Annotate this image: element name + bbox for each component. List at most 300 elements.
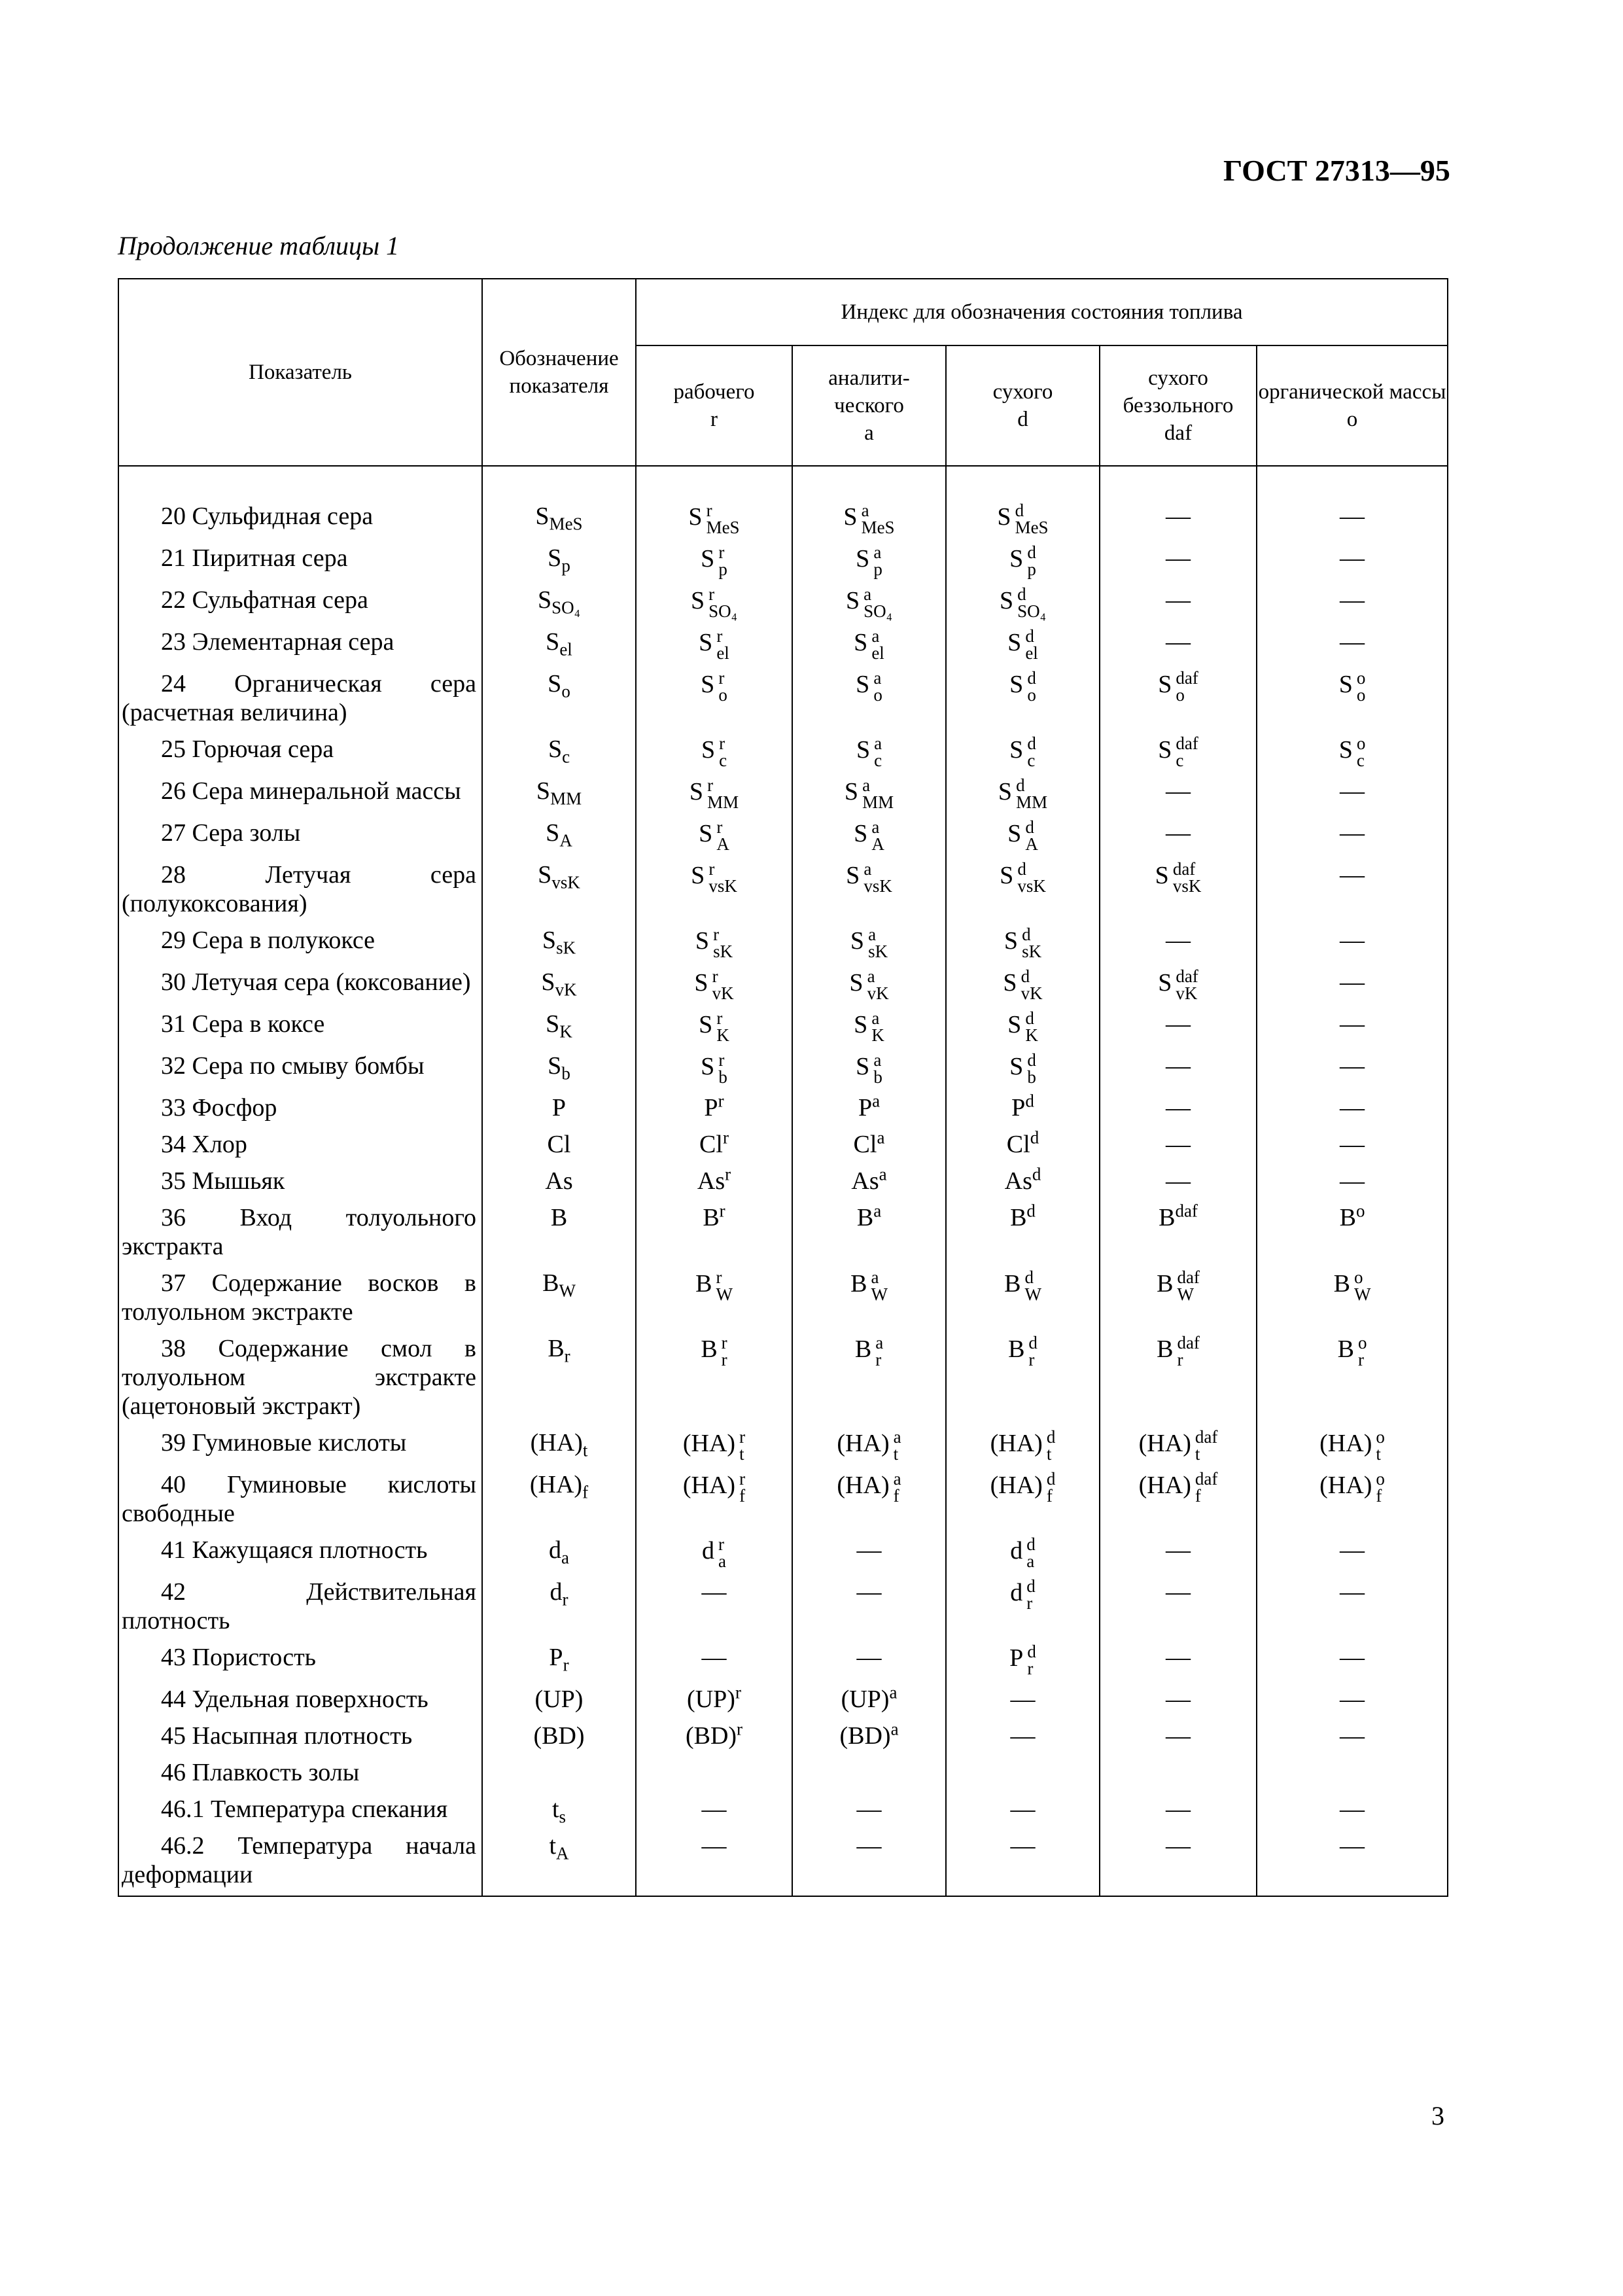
parameter-number: 34 [161,1131,186,1158]
parameter-cell [118,1129,482,1165]
symbol-superscript: d [1027,668,1036,688]
symbol [548,670,570,701]
parameter-name: Содержание смол в толуольном экстракте (ацетоновый экстракт) [122,1335,477,1420]
symbol-subscript: a [561,1547,569,1568]
state-value-cell [1100,733,1257,775]
symbol-subscript: A [559,830,572,851]
symbol-indices [1027,735,1036,769]
symbol-subscript: c [719,751,727,770]
state-value-cell [636,733,792,775]
state-value-cell [636,1720,792,1757]
symbol-cell [482,1165,636,1202]
group-header-fuel-state-index: Индекс для обозначения состояния топлива [636,279,1448,345]
symbol-superscript: r [718,1050,725,1070]
symbol-superscript: d [1026,1201,1036,1221]
state-value-cell [1257,1267,1448,1333]
parameter-number: 39 [161,1429,186,1457]
symbol-base: S [997,503,1011,531]
state-value-cell [1257,1050,1448,1092]
symbol [699,1008,729,1045]
symbol-base: S [542,927,557,954]
symbol-indices [1173,860,1202,894]
symbol-indices [739,1428,745,1462]
symbol [1337,1333,1367,1369]
symbol-indices [716,1010,729,1044]
symbol-subscript: MM [550,788,582,809]
table-row [118,1050,1448,1092]
symbol-cell [482,501,636,542]
symbol-cell [482,1092,636,1129]
symbol-superscript: r [716,1008,723,1028]
symbol-subscript: MM [1016,792,1048,812]
symbol-base: S [689,777,704,805]
symbol [856,668,882,705]
column-header-parameter: Показатель [118,279,482,466]
symbol [690,584,738,621]
symbol-subscript: el [871,643,884,663]
state-value-cell [946,775,1100,817]
state-value-cell [1100,501,1257,542]
symbol-superscript: o [1356,733,1366,753]
dash: — [1166,586,1191,614]
symbol-indices [713,926,733,960]
symbol-superscript: a [868,925,877,944]
state-value-cell [1257,1333,1448,1427]
state-header [636,345,792,466]
symbol-subscript: sK [556,938,576,958]
symbol-subscript: a [1026,1551,1035,1571]
state-value-cell [1100,775,1257,817]
symbol-base: B [1008,1335,1025,1363]
symbol-superscript: r [708,859,715,879]
dash: — [856,1644,882,1671]
dash: — [701,1832,727,1860]
symbol [688,501,740,537]
state-value-cell [792,1050,946,1092]
state-value-cell [636,1092,792,1129]
symbol [856,1201,882,1231]
table-row [118,1757,1448,1793]
symbol-indices [871,627,884,662]
symbol [1003,925,1042,961]
symbol-indices [708,860,737,894]
state-value-cell [1100,1793,1257,1830]
state-value-cell [1100,542,1257,584]
symbol-indices [708,586,737,620]
symbol-indices [1028,1334,1038,1368]
symbol-superscript: a [871,1008,880,1028]
symbol-subscript: c [1356,751,1365,770]
symbol-subscript: vK [712,983,734,1003]
state-value-cell [946,1684,1100,1720]
symbol-base: S [1003,968,1017,997]
state-value-cell [1100,1092,1257,1129]
parameter-number: 25 [161,735,186,763]
symbol [548,1131,571,1158]
parameter-number: 41 [161,1536,186,1564]
symbol-base: S [1007,628,1022,656]
symbol-subscript: p [718,559,727,579]
symbol-cell [482,1534,636,1576]
symbol [548,1335,570,1366]
symbol-subscript: o [873,685,882,705]
dash: — [1340,1131,1365,1158]
parameter-name: Сера в коксе [192,1010,325,1038]
symbol [1138,1469,1218,1506]
symbol-base: (HA) [1319,1429,1372,1457]
state-value-cell [792,1092,946,1129]
symbol-base: S [849,968,864,997]
symbol-indices [874,735,882,769]
symbol [701,733,727,770]
symbol [856,542,882,579]
state-name: сухого [992,380,1053,404]
symbol [549,1536,569,1568]
state-value-cell [1100,817,1257,859]
symbol-indices [1015,502,1049,536]
symbol-indices [1047,1470,1056,1504]
state-header [1257,345,1448,466]
symbol-base: (HA) [1319,1471,1372,1499]
symbol-superscript: d [1026,1534,1036,1554]
table-row [118,1534,1448,1576]
symbol [535,503,583,534]
state-value-cell [946,1427,1100,1469]
table-row [118,1793,1448,1830]
dash: — [1340,1722,1365,1750]
symbol-superscript: o [1356,668,1366,688]
dash: — [1340,927,1365,954]
symbol-subscript: A [556,1843,569,1863]
symbol-base: B [548,1335,565,1362]
state-value-cell [1257,1427,1448,1469]
symbol-cell [482,775,636,817]
symbol-subscript: A [871,834,884,854]
symbol-superscript: r [718,1091,724,1111]
symbol-superscript: a [879,1164,887,1184]
symbol-subscript: r [1028,1350,1035,1369]
parameter-name: Гуминовые кислоты [192,1429,407,1457]
parameter-name: Температура начала деформации [122,1832,476,1888]
symbol-indices [1025,627,1038,662]
state-value-cell [946,542,1100,584]
symbol-indices [1176,968,1198,1002]
symbol-subscript: vK [1176,983,1198,1003]
symbol-indices [862,777,894,811]
symbol-superscript: daf [1172,859,1196,879]
symbol-superscript: r [737,1719,743,1739]
state-name: сухого беззольного [1123,366,1234,417]
symbol-base: S [538,861,552,889]
symbol-indices [1025,819,1038,853]
symbol-subscript: MM [862,792,894,812]
symbol [998,775,1048,812]
symbol-indices [1025,1010,1038,1044]
symbol-base: S [701,544,715,573]
table-row [118,1427,1448,1469]
state-value-cell [1100,1165,1257,1202]
parameter-cell [118,925,482,966]
symbol-indices [894,1470,901,1504]
state-value-cell [946,1830,1100,1896]
symbol [858,1091,881,1122]
symbol-indices [722,1334,727,1368]
symbol-superscript: a [861,501,869,520]
symbol-indices [718,1536,726,1570]
symbol-base: (HA) [682,1471,736,1499]
symbol [536,777,582,809]
symbol-indices [719,735,727,769]
symbol [704,1091,724,1122]
state-value-cell [1257,584,1448,626]
symbol [846,859,892,896]
dash: — [1340,777,1365,805]
dash: — [1166,503,1191,530]
symbol-superscript: a [871,626,880,646]
symbol-subscript: el [716,643,729,663]
state-value-cell [1100,859,1257,925]
symbol [843,501,895,537]
table-row [118,1720,1448,1757]
symbol [685,1719,743,1750]
symbol-base: B [1339,1204,1356,1231]
state-value-cell [1100,1757,1257,1793]
symbol-subscript: sK [713,942,733,961]
symbol-indices [716,627,729,662]
dash: — [856,1578,882,1606]
symbol-base: d [702,1536,714,1564]
symbol-base: As [545,1167,573,1195]
symbol [682,1427,746,1464]
parameter-number: 45 [161,1722,186,1750]
symbol-superscript: r [716,817,723,837]
symbol [529,1471,589,1502]
symbol-base: (BD) [533,1722,585,1750]
symbol-indices [1027,1051,1036,1086]
symbol-indices [862,502,895,536]
state-value-cell [1257,501,1448,542]
state-value-cell [792,1333,946,1427]
parameter-number: 31 [161,1010,186,1038]
symbol-superscript: d [1030,1127,1039,1148]
symbol [545,1167,572,1195]
symbol [682,1469,746,1506]
parameter-name: Горючая сера [192,735,334,763]
symbol-base: S [1007,819,1022,847]
symbol-superscript: r [707,775,714,795]
parameter-cell [118,817,482,859]
parameter-name: Сера минеральной массы [192,777,461,805]
symbol [542,1269,576,1301]
symbol-subscript: f [893,1486,899,1506]
symbol-base: S [1155,861,1169,889]
state-value-cell [1100,668,1257,733]
symbol-subscript: f [739,1486,746,1506]
state-name: органической массы [1258,380,1446,404]
symbol-subscript: sK [1022,942,1042,961]
symbol-subscript: vsK [1017,876,1046,896]
symbol-superscript: r [712,966,718,986]
symbol-subscript: s [559,1807,567,1827]
state-value-cell [946,626,1100,668]
dash: — [1340,628,1365,656]
state-value-cell [946,1576,1100,1642]
symbol-superscript: daf [1175,1201,1198,1221]
symbol-base: S [998,777,1013,805]
state-value-cell [946,1129,1100,1165]
symbol-subscript: A [716,834,729,854]
state-value-cell [1100,1534,1257,1576]
parameter-name: Мышьяк [192,1167,285,1195]
state-index: r [710,408,718,431]
state-value-cell [1257,542,1448,584]
symbol-subscript: W [1353,1284,1371,1304]
state-value-cell [792,1720,946,1757]
parameter-name: Вход толуольного экстракта [122,1204,476,1260]
symbol-subscript: r [1027,1659,1034,1678]
symbol-base: S [1009,1052,1024,1080]
parameter-cell [118,1165,482,1202]
parameter-cell [118,1333,482,1427]
state-value-cell [1100,1684,1257,1720]
symbol-indices [867,968,889,1002]
symbol-cell [482,859,636,925]
symbol-base: S [537,586,552,614]
symbol-base: S [699,628,713,656]
parameter-name: Плавкость золы [192,1759,360,1786]
state-value-cell [946,1202,1100,1267]
parameter-name: Сера по смыву бомбы [192,1052,425,1080]
symbol-base: d [1010,1578,1023,1606]
state-value-cell [1100,1008,1257,1050]
symbol-base: B [1159,1204,1176,1231]
dash: — [701,1795,727,1823]
parameter-cell [118,542,482,584]
state-value-cell [1100,1333,1257,1427]
parameter-name: Действительная плотность [122,1578,476,1634]
symbol-superscript: d [1025,1008,1034,1028]
parameter-number: 26 [161,777,186,805]
dash: — [1166,1052,1191,1080]
symbol-superscript: r [716,626,723,646]
state-value-cell [946,859,1100,925]
table-row [118,1267,1448,1333]
parameter-name: Насыпная плотность [192,1722,413,1750]
state-header [946,345,1100,466]
state-value-cell [946,966,1100,1008]
state-value-cell [1100,1469,1257,1534]
symbol-subscript: r [562,1589,568,1610]
state-value-cell [636,1427,792,1469]
parameter-name: Фосфор [192,1094,277,1122]
symbol [839,1719,899,1750]
symbol-superscript: a [893,1427,901,1447]
symbol-indices [1176,735,1198,769]
state-value-cell [636,1050,792,1092]
state-value-cell [1257,1684,1448,1720]
symbol-subscript: p [873,559,882,579]
symbol-superscript: a [893,1469,901,1489]
symbol-base: B [701,1335,718,1363]
symbol-indices [1026,1578,1036,1612]
parameter-name: Элементарная сера [192,628,394,656]
symbol-base: (HA) [990,1429,1043,1457]
state-value-cell [1257,1469,1448,1534]
dash: — [1166,628,1191,656]
symbol-indices [718,669,727,703]
symbol-superscript: d [1015,501,1024,520]
symbol [1338,733,1366,770]
symbol-superscript: r [722,1127,729,1148]
symbol-base: S [546,628,560,656]
symbol [533,1722,584,1750]
dash: — [1166,1536,1191,1564]
symbol [1007,1008,1038,1045]
symbol-superscript: d [1027,1050,1036,1070]
state-value-cell [1100,1267,1257,1333]
symbol-base: (HA) [529,1471,583,1498]
dash: — [1010,1795,1036,1823]
dash: — [1340,503,1365,530]
symbol [689,775,739,812]
symbol-base: S [536,777,551,805]
dash: — [1166,1644,1191,1671]
symbol [1009,1050,1036,1087]
symbol-indices [864,586,892,620]
symbol [699,817,729,854]
symbol [695,925,733,961]
table-row [118,584,1448,626]
symbol-base: B [703,1204,720,1231]
symbol [1000,859,1046,896]
parameter-cell [118,1684,482,1720]
symbol-superscript: o [1357,1333,1367,1352]
symbol-base: S [856,1052,870,1080]
parameter-number: 36 [161,1204,186,1231]
symbol-indices [1016,777,1047,811]
symbol-subscript: f [1046,1486,1053,1506]
symbol-subscript: vK [555,980,577,1000]
symbol-base: S [850,927,865,955]
dash: — [1340,861,1365,889]
state-value-cell [636,925,792,966]
symbol-subscript: W [871,1284,888,1304]
symbol-cell [482,626,636,668]
table-row [118,501,1448,542]
symbol-superscript: r [708,584,715,604]
symbol [999,584,1047,621]
symbol-indices [1027,1643,1036,1677]
symbol-subscript: K [716,1025,729,1045]
parameter-number: 46.1 [161,1795,205,1823]
symbol-superscript: r [718,1534,724,1554]
symbol [1010,1534,1036,1571]
parameter-number: 35 [161,1167,186,1195]
dash: — [856,1795,882,1823]
parameter-number: 21 [161,544,186,572]
symbol [699,1127,729,1158]
dash: — [1340,586,1365,614]
parameter-cell [118,1050,482,1092]
symbol-base: S [1007,1010,1022,1038]
symbol-base: (BD) [685,1722,737,1750]
dash: — [856,1536,882,1564]
state-value-cell [1257,733,1448,775]
symbol [851,1164,887,1195]
state-value-cell [946,501,1100,542]
state-value-cell [1100,925,1257,966]
symbol-base: S [856,544,870,573]
